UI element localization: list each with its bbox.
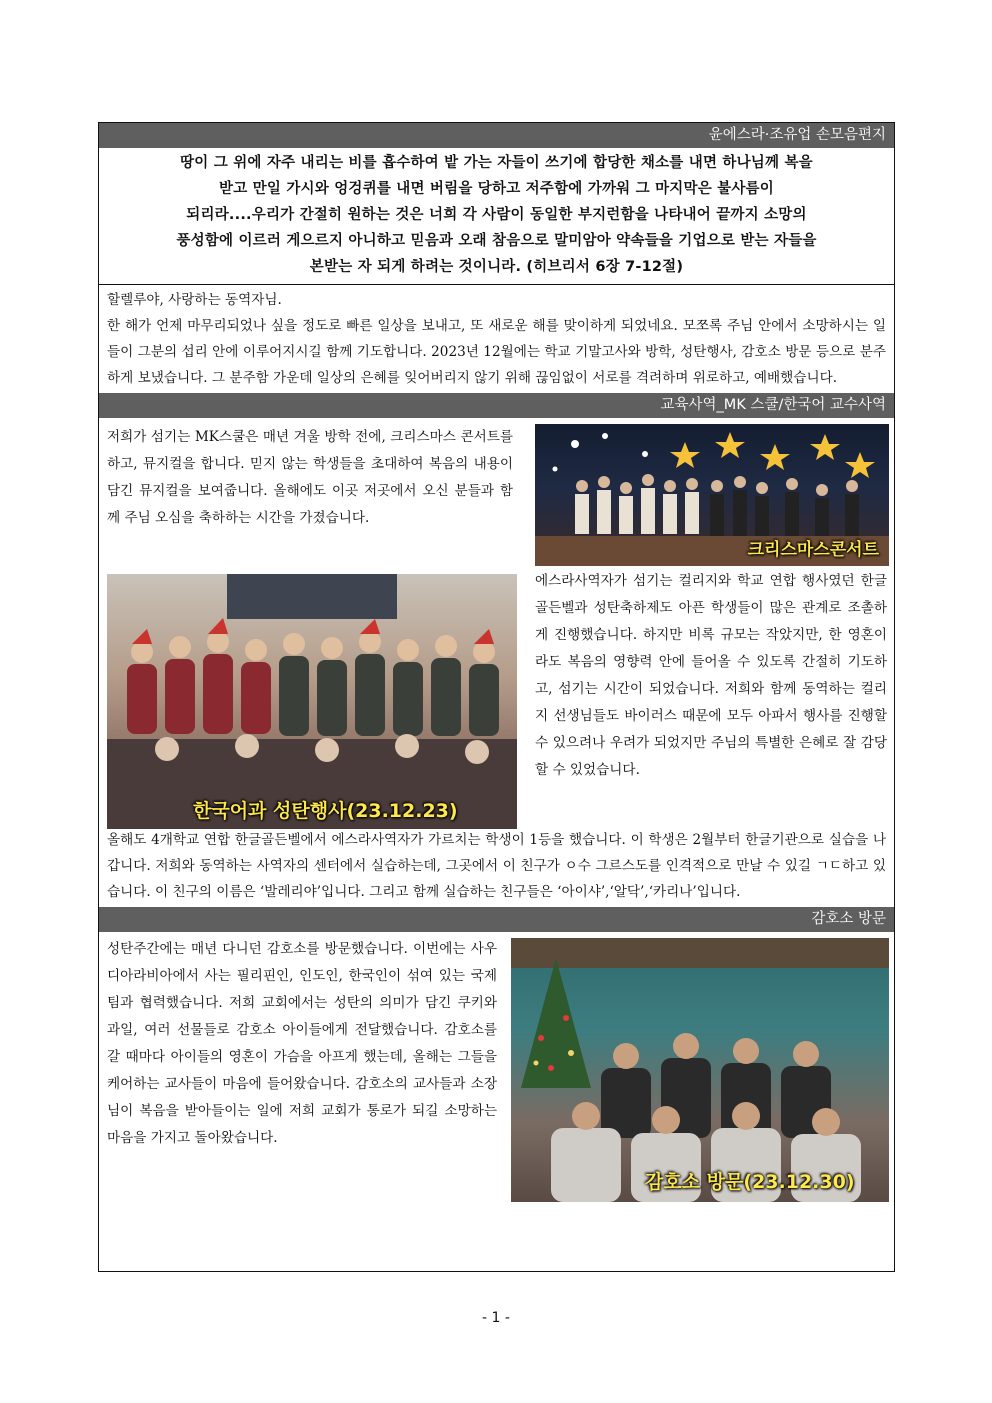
verse-line: 땅이 그 위에 자주 내리는 비를 흡수하여 밭 가는 자들이 쓰기에 합당한 채소를 내면 하나님께 복을 xyxy=(180,155,813,171)
intro-body: 한 해가 언제 마무리되었나 싶을 정도로 빠른 일상을 보내고, 또 새로운 해를 맞이하게 되었네요. 모쪼록 주님 안에서 소망하시는 일들이 그분의 섭리 안에 이루어지시길 함께 기도합니다. 2023년 12월에는 학교 기말고사와 방학, 성탄행사, 감호소 방문 등으로 분주하게 보냈습니다. 그 분주함 가운데 일상의 은혜를 잊어버리지 않기 위해 끊임없이 서로를 격려하며 위로하고, 예배했습니다. xyxy=(107,318,886,386)
verse-line: 본받는 자 되게 하려는 것이니라. (히브리서 6장 7-12절) xyxy=(309,259,684,275)
verse-line: 되리라....우리가 간절히 원하는 것은 너희 각 사람이 동일한 부지런함을 나타내어 끝까지 소망의 xyxy=(186,207,807,223)
christmas-concert-photo xyxy=(535,424,889,566)
mk-school-paragraph: 저희가 섬기는 MK스쿨은 매년 겨울 방학 전에, 크리스마스 콘서트를 하고, 뮤지컬을 합니다. 믿지 않는 학생들을 초대하여 복음의 내용이 담긴 뮤지컬을 보여줍니다. 올해에도 이곳 저곳에서 오신 분들과 함께 주님 오심을 축하하는 시간을 가졌습니다. xyxy=(107,429,513,526)
audience-illustration xyxy=(511,938,889,1202)
korean-dept-caption: 한국어과 성탄행사(23.12.23) xyxy=(193,800,458,822)
detention-visit-caption: 감호소 방문(23.12.30) xyxy=(645,1171,855,1193)
section-title-detention-visit: 감호소 방문 xyxy=(99,907,894,932)
verse-line: 풍성함에 이르러 게으르지 아니하고 믿음과 오래 참음으로 말미암아 약속들을 기업으로 받는 자들을 xyxy=(176,233,817,249)
group-photo-illustration xyxy=(107,574,517,829)
newsletter-frame xyxy=(98,122,895,1272)
concert-caption: 크리스마스콘서트 xyxy=(747,540,879,560)
intro-section xyxy=(99,285,894,393)
korean-dept-christmas-photo xyxy=(107,574,517,829)
scripture-verse xyxy=(99,148,894,285)
header-band: 윤에스라·조유업 손모음편지 xyxy=(99,123,894,148)
college-event-paragraph: 에스라사역자가 섬기는 컬리지와 학교 연합 행사였던 한글 골든벨과 성탄축하제도 아픈 학생들이 많은 관계로 조촐하게 진행했습니다. 하지만 비록 규모는 작았지만, 한 영혼이라도 복음의 영향력 안에 들어올 수 있도록 간절히 기도하고, 섬기는 시간이 되었습니다. 저희와 함께 동역하는 컬리지 선생님들도 바이러스 때문에 모두 아파서 행사를 진행할 수 있으려나 우려가 되었지만 주님의 특별한 은혜로 잘 감당할 수 있었습니다. xyxy=(535,573,887,778)
section-title-education: 교육사역_MK 스쿨/한국어 교수사역 xyxy=(99,393,894,418)
detention-visit-section xyxy=(99,932,894,1222)
verse-line: 받고 만일 가시와 엉겅퀴를 내면 버림을 당하고 저주함에 가까워 그 마지막은 불사름이 xyxy=(219,181,774,197)
detention-visit-paragraph: 성탄주간에는 매년 다니던 감호소를 방문했습니다. 이번에는 사우디아라비아에서 사는 필리핀인, 인도인, 한국인이 섞여 있는 국제팀과 협력했습니다. 저희 교회에서는 성탄의 의미가 담긴 쿠키와 과일, 여러 선물들로 감호소 아이들에게 전달했습니다. 감호소를 갈 때마다 아이들의 영혼이 가슴을 아프게 했는데, 올해는 그들을 케어하는 교사들이 마음에 들어왔습니다. 감호소의 교사들과 소장님이 복음을 받아들이는 일에 저희 교회가 통로가 되길 소망하는 마음을 가지고 돌아왔습니다. xyxy=(107,941,497,1146)
page-number: - 1 - xyxy=(482,1310,510,1326)
education-section xyxy=(99,418,894,853)
detention-visit-photo xyxy=(511,938,889,1202)
golden-bell-paragraph: 올해도 4개학교 연합 한글골든벨에서 에스라사역자가 가르치는 학생이 1등을 했습니다. 이 학생은 2월부터 한글기관으로 실습을 나갑니다. 저희와 동역하는 사역자의 센터에서 실습하는데, 그곳에서 이 친구가 ㅇ수 그르스도를 인격적으로 만날 수 있길 ㄱㄷ하고 있습니다. 이 친구의 이름은 ‘발레리야’입니다. 그리고 함께 실습하는 친구들은 ‘아이샤’,‘알닥’,‘카리나’입니다. xyxy=(107,832,886,900)
greeting: 할렐루야, 사랑하는 동역자님. xyxy=(107,292,282,308)
